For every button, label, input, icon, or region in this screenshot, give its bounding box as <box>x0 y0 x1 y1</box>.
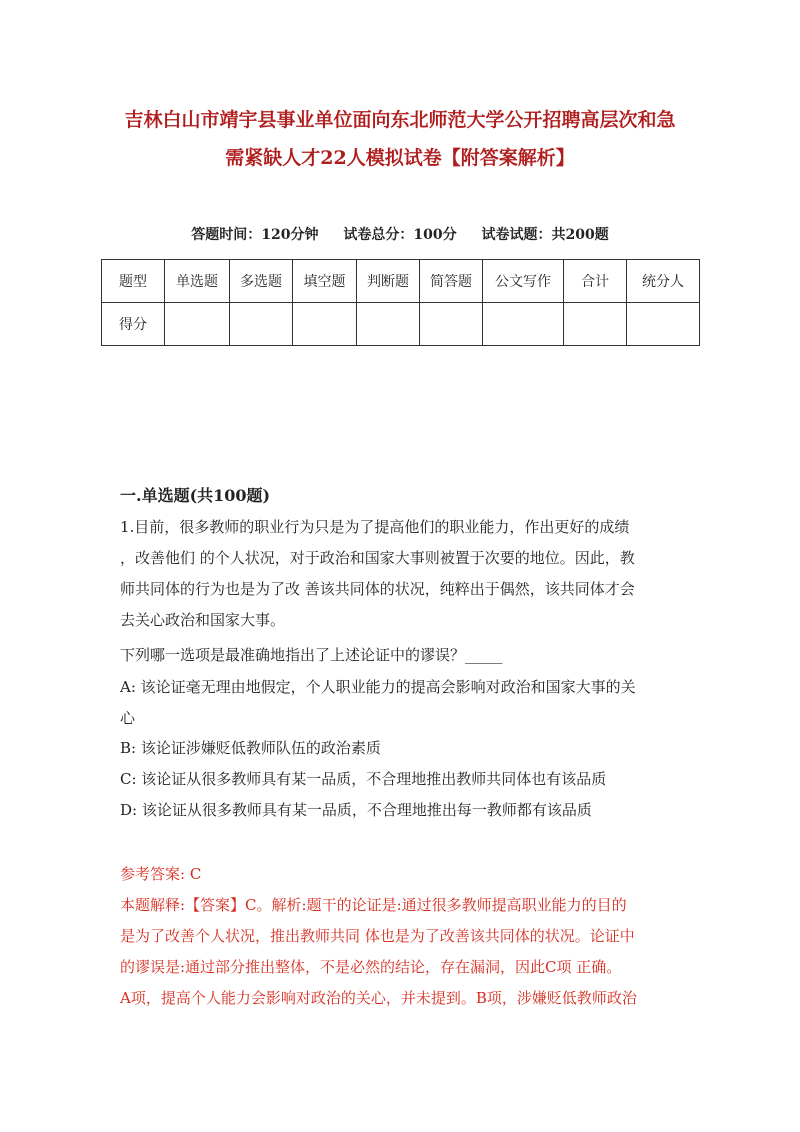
score-cell <box>293 303 357 346</box>
option-a-continued: 心 <box>120 709 136 727</box>
score-table-row <box>102 303 700 346</box>
document-title-line-2: 需紧缺人才22人模拟试卷【附答案解析】 <box>225 147 575 169</box>
exam-time: 答题时间：120分钟 <box>191 227 319 243</box>
explanation-line: 的谬误是:通过部分推出整体，不是必然的结论，存在漏洞，因此C项 正确。 <box>120 958 622 976</box>
score-cell <box>564 303 627 346</box>
score-table-header: 简答题 <box>420 260 483 303</box>
score-cell <box>165 303 230 346</box>
score-table <box>101 259 700 346</box>
score-table-header: 合计 <box>564 260 627 303</box>
section-title: 一.单选题(共100题) <box>120 486 271 505</box>
option-d: D: 该论证从很多教师具有某一品质，不合理地推出每一教师都有该品质 <box>120 801 592 819</box>
option-a: A: 该论证毫无理由地假定，个人职业能力的提高会影响对政治和国家大事的关 <box>120 678 636 696</box>
score-table-header: 单选题 <box>165 260 230 303</box>
score-cell <box>627 303 700 346</box>
explanation-line: 本题解释:【答案】C。解析:题干的论证是:通过很多教师提高职业能力的目的 <box>120 896 627 914</box>
score-cell <box>420 303 483 346</box>
score-table-header: 判断题 <box>357 260 420 303</box>
question-stem-line: 去关心政治和国家大事。 <box>120 611 286 629</box>
score-cell <box>230 303 293 346</box>
score-table-header: 填空题 <box>293 260 357 303</box>
score-table-header: 题型 <box>102 260 165 303</box>
document-title-line-1: 吉林白山市靖宇县事业单位面向东北师范大学公开招聘高层次和急 <box>124 109 676 131</box>
reference-answer: 参考答案: C <box>120 865 202 883</box>
explanation-line: 是为了改善个人状况，推出教师共同 体也是为了改善该共同体的状况。论证中 <box>120 927 635 945</box>
score-row-label: 得分 <box>102 303 165 346</box>
option-c: C: 该论证从很多教师具有某一品质，不合理地推出教师共同体也有该品质 <box>120 770 607 788</box>
score-table-header-row <box>102 260 700 303</box>
question-prompt: 下列哪一选项是最准确地指出了上述论证中的谬误？_____ <box>120 646 503 664</box>
score-table-header: 统分人 <box>627 260 700 303</box>
score-table-header: 公文写作 <box>483 260 564 303</box>
exam-meta <box>100 224 700 244</box>
exam-total-score: 试卷总分：100分 <box>343 227 457 243</box>
score-cell <box>357 303 420 346</box>
exam-question-count: 试卷试题：共200题 <box>481 227 609 243</box>
score-table-header: 多选题 <box>230 260 293 303</box>
option-b: B: 该论证涉嫌贬低教师队伍的政治素质 <box>120 739 381 757</box>
question-stem-line: 师共同体的行为也是为了改 善该共同体的状况，纯粹出于偶然，该共同体才会 <box>120 580 635 598</box>
score-cell <box>483 303 564 346</box>
question-stem-line: 1.目前，很多教师的职业行为只是为了提高他们的职业能力，作出更好的成绩 <box>120 518 630 536</box>
explanation-line: A项，提高个人能力会影响对政治的关心，并未提到。B项，涉嫌贬低教师政治 <box>120 989 637 1007</box>
question-stem-line: ，改善他们 的个人状况，对于政治和国家大事则被置于次要的地位。因此，教 <box>120 549 635 567</box>
